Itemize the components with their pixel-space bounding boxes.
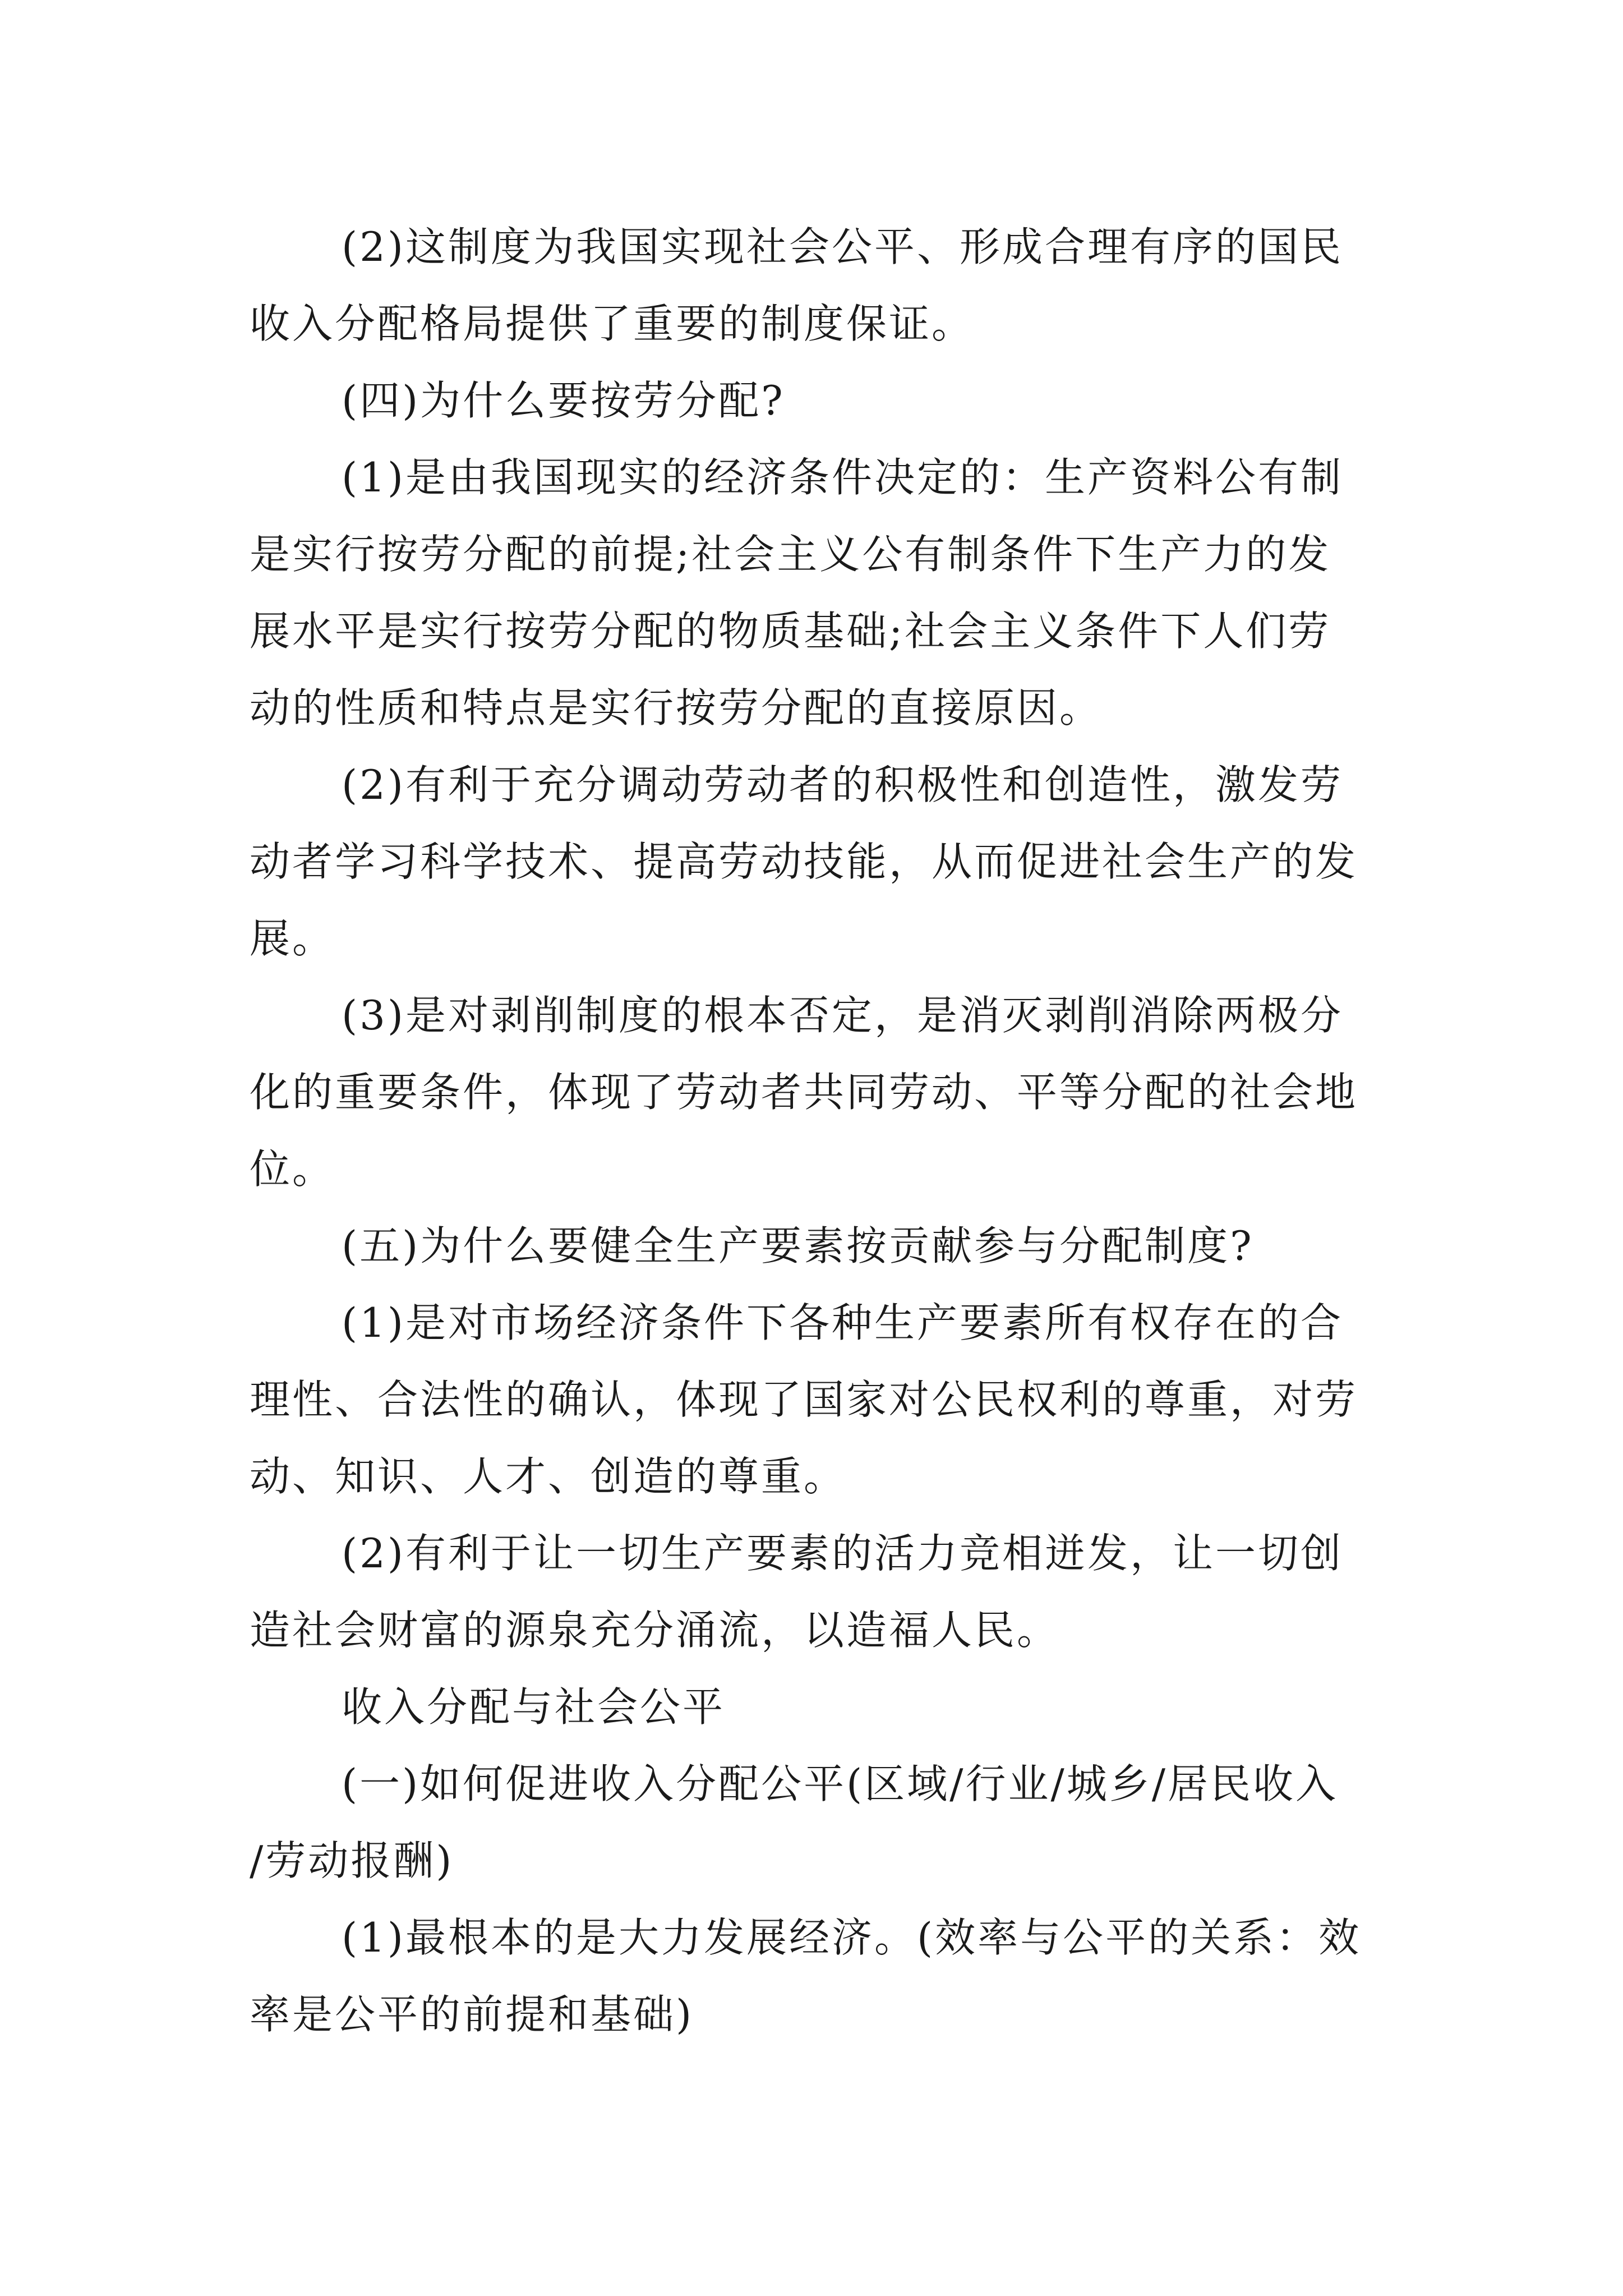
paragraph-11 bbox=[250, 1899, 1382, 2053]
section-heading-5 bbox=[250, 1208, 1382, 1285]
text-line: (1)是对市场经济条件下各种生产要素所有权存在的合 bbox=[342, 1299, 1343, 1346]
text-line: (五)为什么要健全生产要素按贡献参与分配制度? bbox=[342, 1222, 1254, 1269]
text-line: 收入分配与社会公平 bbox=[342, 1683, 726, 1731]
text-line: /劳动报酬) bbox=[250, 1837, 454, 1884]
paragraph-1 bbox=[250, 209, 1382, 362]
text-line: 展水平是实行按劳分配的物质基础;社会主义条件下人们劳 bbox=[250, 608, 1331, 655]
text-line: 化的重要条件，体现了劳动者共同劳动、平等分配的社会地 bbox=[250, 1069, 1358, 1116]
text-line: 收入分配格局提供了重要的制度保证。 bbox=[250, 300, 975, 347]
section-heading-1 bbox=[250, 1746, 1382, 1899]
text-line: (2)有利于充分调动劳动者的积极性和创造性，激发劳 bbox=[342, 761, 1343, 808]
section-heading-4 bbox=[250, 362, 1382, 439]
text-line: (1)是由我国现实的经济条件决定的：生产资料公有制 bbox=[342, 454, 1343, 501]
text-line: 理性、合法性的确认，体现了国家对公民权利的尊重，对劳 bbox=[250, 1376, 1358, 1423]
text-line: 造社会财富的源泉充分涌流，以造福人民。 bbox=[250, 1607, 1060, 1654]
paragraph-8 bbox=[250, 1515, 1382, 1669]
text-line: 位。 bbox=[250, 1145, 335, 1193]
text-line: 是实行按劳分配的前提;社会主义公有制条件下生产力的发 bbox=[250, 531, 1331, 578]
text-line: (2)这制度为我国实现社会公平、形成合理有序的国民 bbox=[342, 223, 1343, 270]
document-page bbox=[250, 209, 1382, 2116]
text-line: 展。 bbox=[250, 915, 335, 962]
text-line: (1)最根本的是大力发展经济。(效率与公平的关系：效 bbox=[342, 1914, 1362, 1961]
text-line: (一)如何促进收入分配公平(区域/行业/城乡/居民收入 bbox=[342, 1760, 1339, 1807]
paragraph-5 bbox=[250, 977, 1382, 1208]
text-line: (2)有利于让一切生产要素的活力竞相迸发，让一切创 bbox=[342, 1530, 1343, 1577]
text-line: (四)为什么要按劳分配? bbox=[342, 377, 785, 424]
text-line: (3)是对剥削制度的根本否定，是消灭剥削消除两极分 bbox=[342, 992, 1343, 1039]
section-title bbox=[250, 1669, 1382, 1746]
paragraph-3 bbox=[250, 439, 1382, 747]
text-line: 动者学习科学技术、提高劳动技能，从而促进社会生产的发 bbox=[250, 838, 1358, 885]
paragraph-7 bbox=[250, 1285, 1382, 1515]
text-line: 动的性质和特点是实行按劳分配的直接原因。 bbox=[250, 684, 1103, 731]
paragraph-4 bbox=[250, 747, 1382, 977]
text-line: 动、知识、人才、创造的尊重。 bbox=[250, 1453, 847, 1500]
text-line: 率是公平的前提和基础) bbox=[250, 1991, 694, 2038]
